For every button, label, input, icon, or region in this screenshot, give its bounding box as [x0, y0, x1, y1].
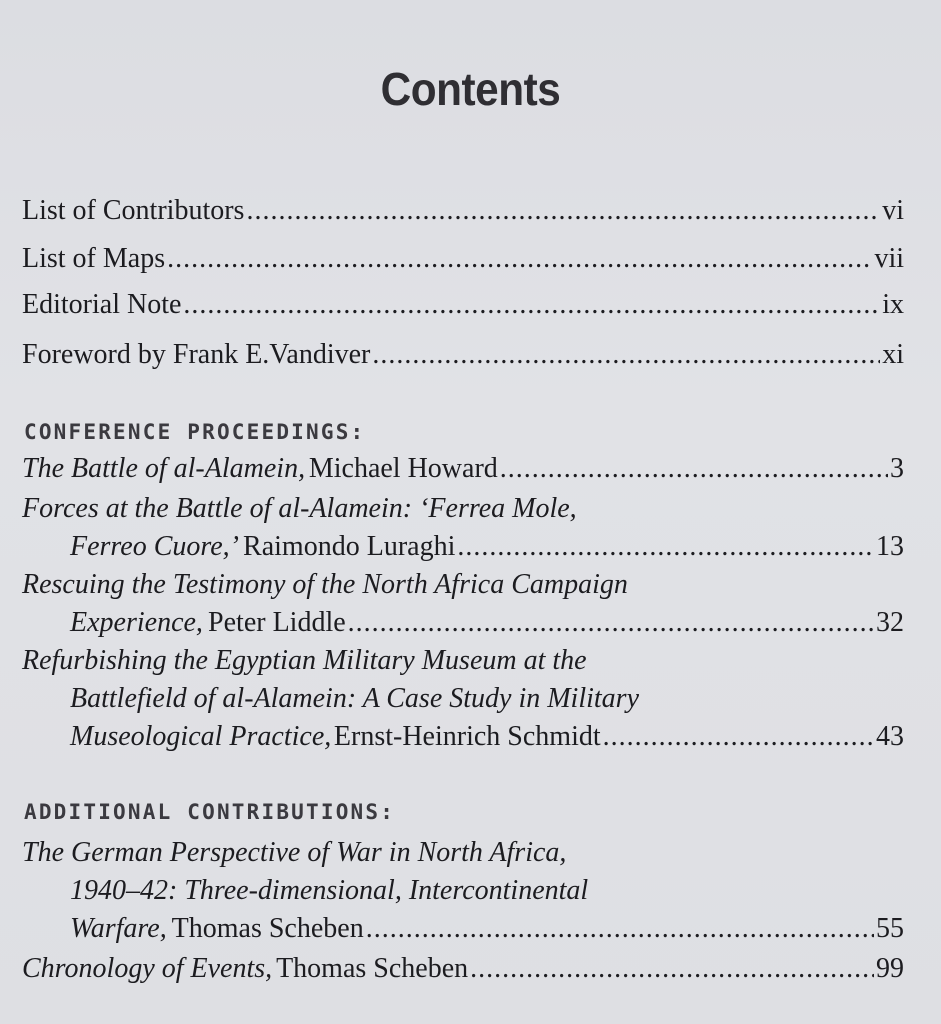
- entry-title: Forces at the Battle of al-Alamein: ‘Ferrea Mole,: [22, 493, 577, 524]
- entry-title: Battlefield of al-Alamein: A Case Study in Military: [70, 683, 639, 714]
- entry-author: Thomas Scheben: [276, 953, 469, 984]
- toc-entry[interactable]: [22, 566, 904, 642]
- entry-author: Peter Liddle: [208, 607, 346, 638]
- toc-entry[interactable]: [22, 642, 904, 756]
- toc-entry[interactable]: [22, 450, 904, 488]
- page-number: xi: [882, 339, 904, 370]
- entry-title: Experience,: [70, 607, 203, 638]
- page-number: ix: [882, 289, 904, 320]
- entry-label: List of Maps: [22, 243, 166, 274]
- toc-entry[interactable]: [22, 336, 904, 374]
- entry-title: The German Perspective of War in North Africa,: [22, 837, 567, 868]
- leader-dots: [470, 950, 874, 988]
- leader-dots: [603, 718, 874, 756]
- page-number: 43: [876, 721, 904, 752]
- entry-title: Refurbishing the Egyptian Military Museum at the: [22, 645, 587, 676]
- toc-entry[interactable]: [22, 286, 904, 324]
- toc-entry[interactable]: [22, 950, 904, 988]
- leader-dots: [183, 286, 880, 324]
- page-number: 3: [890, 453, 904, 484]
- leader-dots: [500, 450, 888, 488]
- entry-label: List of Contributors: [22, 195, 245, 226]
- leader-dots: [348, 604, 874, 642]
- entry-title: Museological Practice,: [70, 721, 332, 752]
- leader-dots: [246, 192, 880, 230]
- toc-entry[interactable]: [22, 240, 904, 278]
- leader-dots: [457, 528, 874, 566]
- entry-author: Michael Howard: [308, 453, 498, 484]
- leader-dots: [366, 910, 874, 948]
- entry-author: Ernst-Heinrich Schmidt: [333, 721, 601, 752]
- page-number: 99: [876, 953, 904, 984]
- entry-label: Editorial Note: [22, 289, 182, 320]
- entry-title: Ferreo Cuore,’: [70, 531, 239, 562]
- page-number: vi: [882, 195, 904, 226]
- toc-entry[interactable]: [22, 192, 904, 230]
- entry-author: Thomas Scheben: [171, 913, 364, 944]
- entry-author: Raimondo Luraghi: [243, 531, 456, 562]
- entry-label: Foreword by Frank E.Vandiver: [22, 339, 371, 370]
- page-number: 32: [876, 607, 904, 638]
- page-number: 13: [876, 531, 904, 562]
- entry-title: Chronology of Events,: [22, 953, 273, 984]
- leader-dots: [167, 240, 872, 278]
- leader-dots: [372, 336, 880, 374]
- section-heading: CONFERENCE PROCEEDINGS:: [24, 420, 366, 444]
- page-number: 55: [876, 913, 904, 944]
- page-number: vii: [874, 243, 904, 274]
- entry-title: Warfare,: [70, 913, 167, 944]
- toc-entry[interactable]: [22, 834, 904, 948]
- entry-title: The Battle of al-Alamein,: [22, 453, 306, 484]
- section-heading: ADDITIONAL CONTRIBUTIONS:: [24, 800, 396, 824]
- page-title: Contents: [380, 63, 561, 115]
- entry-title: 1940–42: Three-dimensional, Intercontinental: [70, 875, 589, 906]
- toc-entry[interactable]: [22, 490, 904, 566]
- entry-title: Rescuing the Testimony of the North Africa Campaign: [22, 569, 628, 600]
